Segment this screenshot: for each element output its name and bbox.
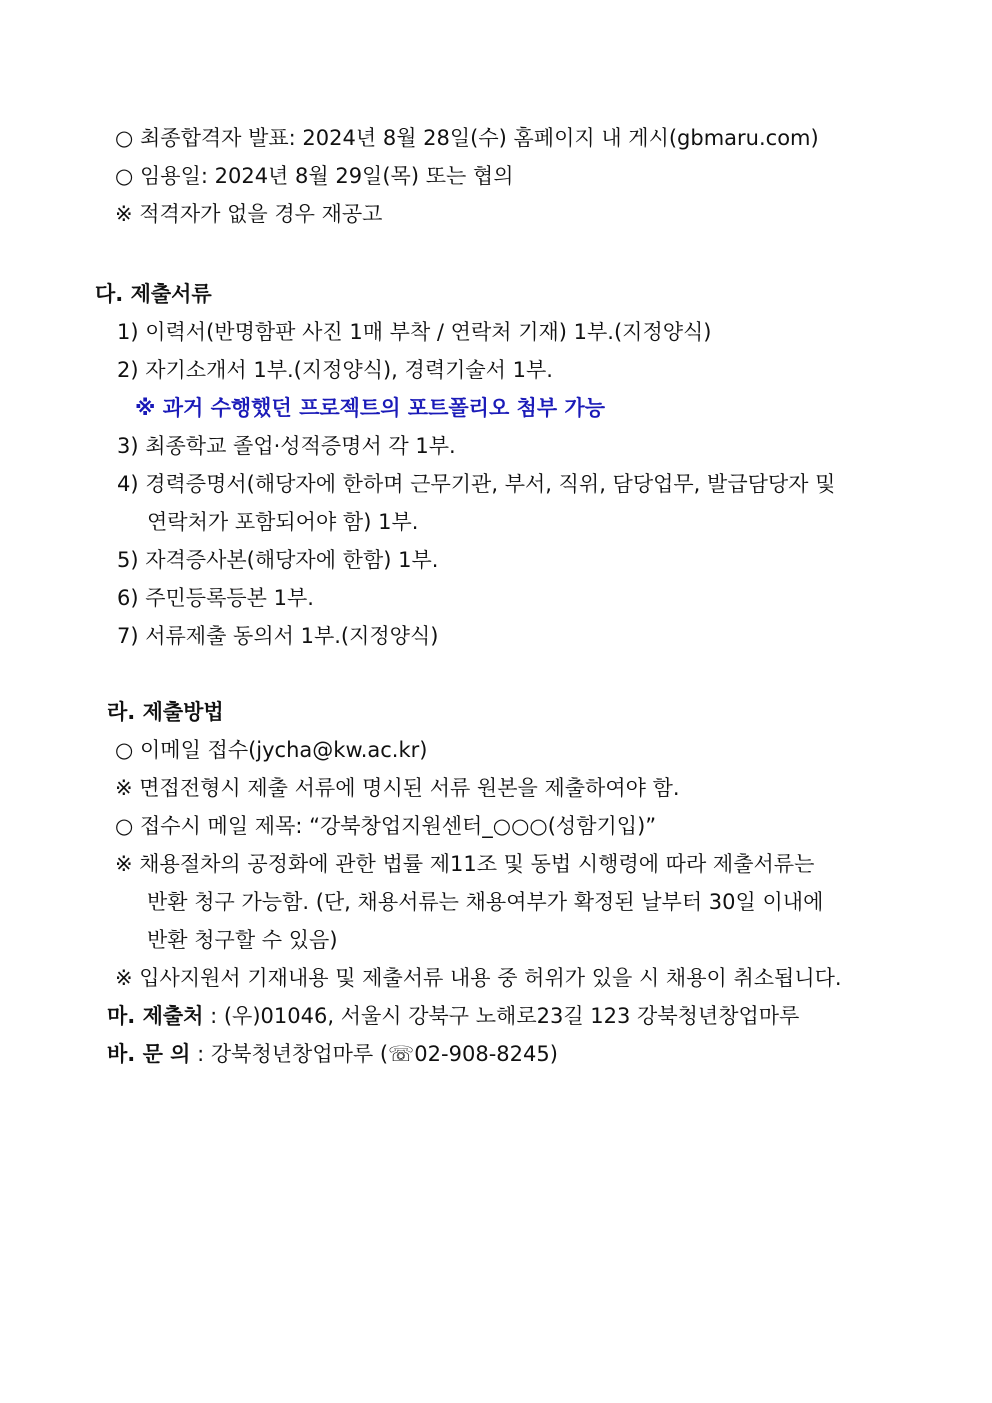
address-line (107, 1002, 799, 1030)
false-statement-note: ※ 입사지원서 기재내용 및 제출서류 내용 중 허위가 있을 시 채용이 취소됩니다. (115, 966, 842, 990)
return-note-line-1: ※ 채용절차의 공정화에 관한 법률 제11조 및 동법 시행령에 따라 제출서류는 (115, 852, 815, 876)
inquiry-label: 바. 문 의 (107, 1042, 191, 1066)
mail-subject-line: ○ 접수시 메일 제목: “강북창업지원센터_○○○(성함기입)” (115, 814, 657, 838)
document-item: 4) 경력증명서(해당자에 한하며 근무기관, 부서, 직위, 담당업무, 발급담당자 및 (117, 472, 836, 496)
return-note-line-2: 반환 청구 가능함. (단, 채용서류는 채용여부가 확정된 날부터 30일 이내에 (147, 890, 824, 914)
submission-heading: 라. 제출방법 (107, 700, 224, 724)
address-label: 마. 제출처 (107, 1004, 204, 1028)
document-item-continuation: 연락처가 포함되어야 함) 1부. (147, 510, 419, 534)
document-item: 3) 최종학교 졸업·성적증명서 각 1부. (117, 434, 456, 458)
document-item: 2) 자기소개서 1부.(지정양식), 경력기술서 1부. (117, 358, 553, 382)
original-document-note: ※ 면접전형시 제출 서류에 명시된 서류 원본을 제출하여야 함. (115, 776, 680, 800)
inquiry-line (107, 1040, 558, 1068)
final-announcement-line: ○ 최종합격자 발표: 2024년 8월 28일(수) 홈페이지 내 게시(gbmaru.com) (115, 126, 819, 150)
document-item: 5) 자격증사본(해당자에 한함) 1부. (117, 548, 439, 572)
email-line: ○ 이메일 접수(jycha@kw.ac.kr) (115, 738, 428, 762)
appointment-date-line: ○ 임용일: 2024년 8월 29일(목) 또는 협의 (115, 164, 514, 188)
document-item: 7) 서류제출 동의서 1부.(지정양식) (117, 624, 439, 648)
portfolio-note: ※ 과거 수행했던 프로젝트의 포트폴리오 첨부 가능 (135, 396, 606, 420)
return-note-line-3: 반환 청구할 수 있음) (147, 928, 338, 952)
documents-heading: 다. 제출서류 (95, 282, 212, 306)
inquiry-value: : 강북청년창업마루 (☏02-908-8245) (190, 1042, 558, 1066)
no-qualified-note: ※ 적격자가 없을 경우 재공고 (115, 202, 383, 226)
document-item: 1) 이력서(반명함판 사진 1매 부착 / 연락처 기재) 1부.(지정양식) (117, 320, 712, 344)
document-item: 6) 주민등록등본 1부. (117, 586, 314, 610)
address-value: : (우)01046, 서울시 강북구 노해로23길 123 강북청년창업마루 (203, 1004, 800, 1028)
